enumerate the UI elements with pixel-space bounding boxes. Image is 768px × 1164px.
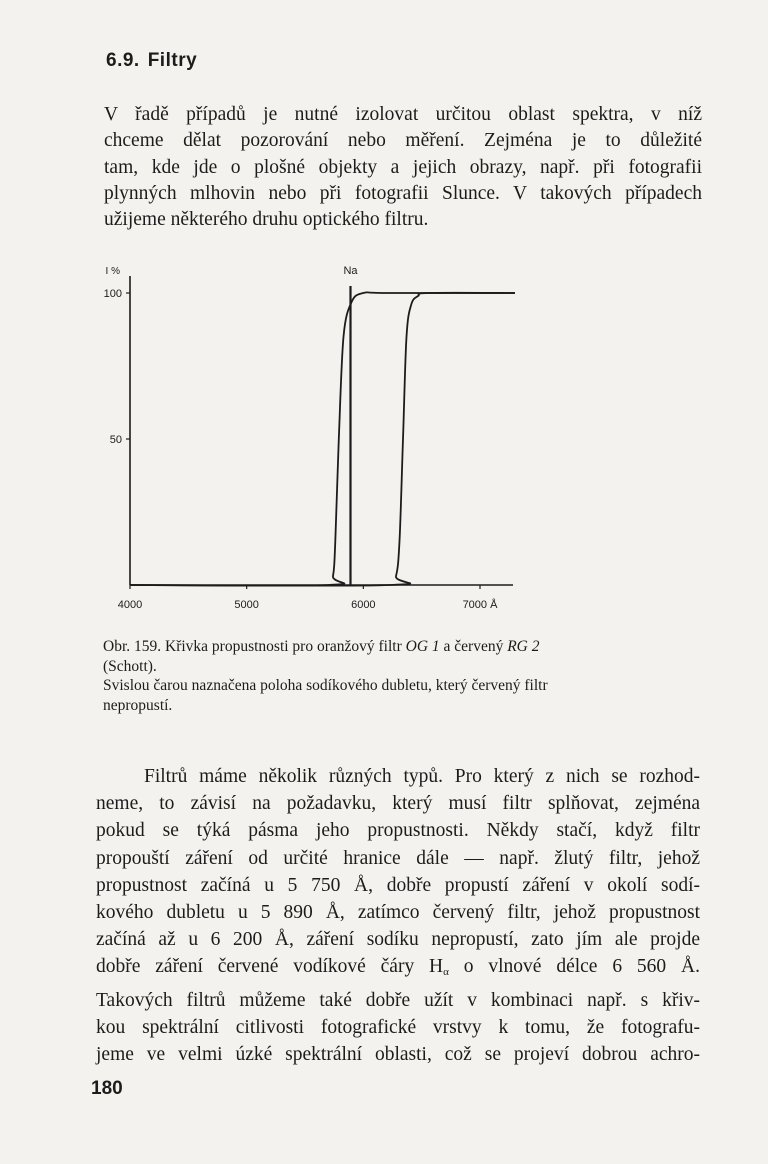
h-alpha-subscript: α bbox=[443, 966, 449, 979]
text-fragment: o vlnové délce 6 560 Å. bbox=[448, 956, 700, 978]
text-line: kového dubletu u 5 890 Å, zatímco červený filtr, jehož propustnost bbox=[96, 902, 700, 924]
transmission-chart bbox=[0, 250, 768, 630]
section-title: Filtry bbox=[147, 50, 198, 71]
text-line: propustnost začíná u 5 750 Å, dobře propustí záření v okolí sodí- bbox=[96, 874, 700, 896]
intro-paragraph bbox=[104, 102, 702, 233]
text-line: začíná až u 6 200 Å, záření sodíku nepropustí, zato jím ale projde bbox=[96, 929, 700, 951]
caption-filter-og: OG 1 bbox=[405, 638, 440, 655]
caption-text: Obr. 159. Křivka propustnosti pro oranžový filtr bbox=[103, 638, 402, 655]
x-tick-label: 6000 bbox=[351, 599, 376, 611]
text-line bbox=[96, 953, 700, 986]
text-line: chceme dělat pozorování nebo měření. Zejména je to důležité bbox=[104, 130, 702, 152]
x-tick-label: 5000 bbox=[234, 599, 259, 611]
caption-text: (Schott). bbox=[103, 657, 157, 675]
caption-text: nepropustí. bbox=[103, 696, 173, 714]
y-tick-label: 100 bbox=[103, 288, 122, 300]
text-fragment: dobře záření červené vodíkové čáry H bbox=[96, 956, 444, 978]
y-tick-label: 50 bbox=[109, 434, 122, 446]
curve-og-1 bbox=[130, 292, 515, 585]
chart-curves bbox=[130, 286, 515, 586]
y-axis-label: I % bbox=[105, 266, 120, 277]
chart-labels bbox=[104, 265, 498, 611]
section-heading bbox=[106, 50, 205, 72]
chart-svg bbox=[0, 250, 768, 630]
text-line: propouští záření od určité hranice dále — např. žlutý filtr, jehož bbox=[96, 847, 700, 869]
text-line: kou spektrální citlivosti fotografické vrstvy k tomu, že fotografu- bbox=[96, 1016, 700, 1038]
text-line: plynných mlhovin nebo při fotografii Slunce. V takových případech bbox=[104, 182, 702, 204]
text-line: V řadě případů je nutné izolovat určitou oblast spektra, v níž bbox=[104, 104, 702, 125]
x-tick-label: 4000 bbox=[117, 599, 143, 611]
text-line: jeme ve velmi úzké spektrální oblasti, což se projeví dobrou achro- bbox=[96, 1044, 700, 1066]
caption-text: a červený bbox=[443, 638, 504, 655]
x-tick-label: 7000 Å bbox=[462, 599, 498, 611]
figure-caption bbox=[103, 637, 699, 715]
chart-axes bbox=[126, 276, 513, 589]
body-paragraph bbox=[96, 763, 700, 1068]
text-line: Filtrů máme několik různých typů. Pro který z nich se rozhod- bbox=[144, 766, 700, 787]
page-number: 180 bbox=[91, 1078, 123, 1099]
text-line: užijeme některého druhu optického filtru. bbox=[104, 209, 429, 231]
caption-filter-rg: RG 2 bbox=[507, 638, 540, 655]
text-line: tam, kde jde o plošné objekty a jejich obrazy, např. při fotografii bbox=[104, 156, 702, 178]
sodium-label: Na bbox=[343, 265, 358, 277]
caption-text: Svislou čarou naznačena poloha sodíkového dubletu, který červený filtr bbox=[103, 677, 548, 694]
text-line: neme, to závisí na požadavku, který musí filtr splňovat, zejména bbox=[96, 793, 700, 815]
text-line: Takových filtrů můžeme také dobře užít v kombinaci např. s křiv- bbox=[96, 989, 700, 1011]
curve-rg-2 bbox=[130, 293, 515, 586]
section-number: 6.9. bbox=[106, 50, 140, 71]
text-line: pokud se týká pásma jeho propustnosti. Někdy stačí, když filtr bbox=[96, 820, 700, 842]
